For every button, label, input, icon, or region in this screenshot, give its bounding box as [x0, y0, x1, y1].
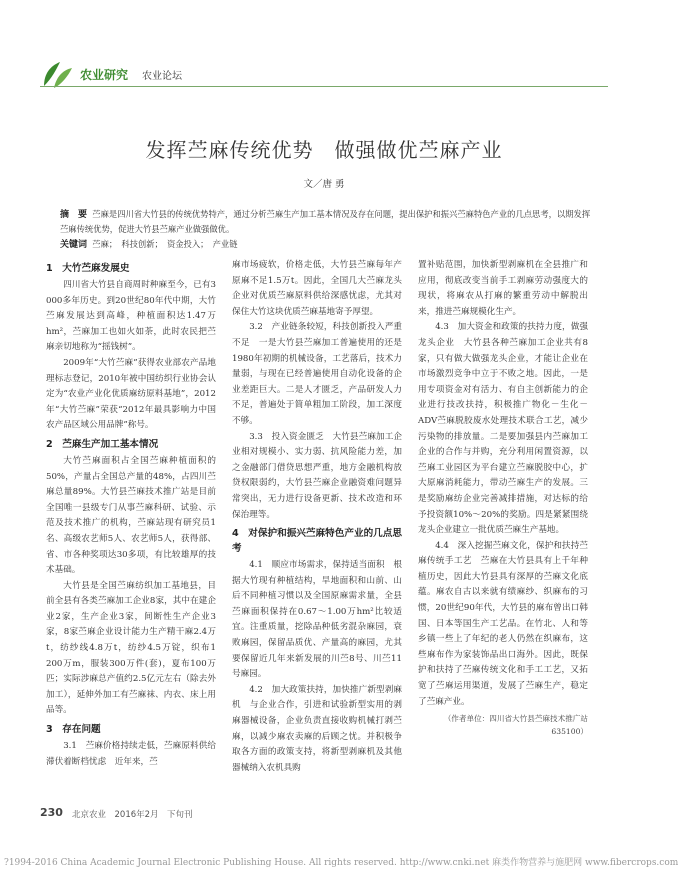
paragraph: 4.2 加大政策扶持，加快推广新型剥麻机 与企业合作，引进和试验新型实用的剥麻器械设备，企业负责直接收购机械打剥苎麻，以减少麻农卖麻的后顾之忧。并积极争取各方面的政策支持，将新型剥麻机及其他器械纳入农机具购 — [232, 684, 402, 773]
article-author: 文／唐 勇 — [303, 179, 345, 190]
text-column-1 — [46, 258, 216, 798]
keywords — [60, 237, 596, 250]
header-divider — [40, 86, 608, 87]
paragraph: 4.1 顺应市场需求，保持适当面积 根据大竹现有种植结构，旱地面积和山前、山后不同种植习惯以及全国原麻需求量，全县苎麻面积保持在0.67～1.00万hm²比较适宜。注重质量，挖除品种低劣混杂麻园，衰败麻园，保留品质优、产量高的麻园，尤其要保留近几年来新发展的川苎8号、川苎11号麻园。 — [232, 560, 402, 680]
section-heading: 4 对保护和振兴苎麻特色产业的几点思考 — [232, 528, 402, 555]
section-heading: 1 大竹苎麻发展史 — [46, 263, 130, 274]
section-tag: 农业论坛 — [142, 71, 182, 82]
paragraph: 4.3 加大资金和政策的扶持力度，做强龙头企业 大竹县各种苎麻加工企业共有8家，只有做大做强龙头企业，才能让企业在市场激烈竞争中立于不败之地。因此，一是用专项资金对有活力、有自主创新能力的企业进行技改扶持，积极推广物化－生化－ADV苎麻脱胶废水处理技术联合工艺，减少污染物的排放量。二是要加强县内苎麻加工企业的合作与并购，充分利用闲置资源，以苎麻工业园区为平台建立苎麻脱胶中心，扩大原麻消耗能力，带动苎麻生产的发展。三是奖励麻纺企业完善减排措施，对达标的给予投资额10%～20%的奖励。四是紧紧围绕龙头企业建立一批优质苎麻生产基地。 — [418, 322, 588, 536]
text-column-2 — [232, 258, 402, 798]
paragraph: 置补贴范围，加快新型剥麻机在全县推广和应用，彻底改变当前手工剥麻劳动强度大的现状，将麻农从打麻的繁重劳动中解脱出来，推进苎麻规模化生产。 — [418, 260, 588, 317]
copyright-watermark: ?1994-2016 China Academic Journal Electronic Publishing House. All rights reserved. http://www.cnki.net 麻类作物营养与施肥网 www.fibercrops.com — [4, 858, 678, 868]
abstract-text: 苎麻是四川省大竹县的传统优势特产，通过分析苎麻生产加工基本情况及存在问题，提出保护和振兴苎麻特色产业的几点思考，以期发挥苎麻传统优势，促进大竹县苎麻产业做强做优。 — [60, 209, 591, 234]
paragraph: 3.3 投入资金匮乏 大竹县苎麻加工企业相对规模小、实力弱、抗风险能力差，加之金融部门借贷思想严重，地方金融机构放贷权限弱约，大竹县苎麻企业融资难问题异常突出，无力进行设备更新、技术改造和环保治理等。 — [232, 431, 402, 520]
journal-info: 北京农业 2016年2月 下旬刊 — [72, 810, 193, 820]
paragraph: 大竹县是全国苎麻纺织加工基地县，目前全县有各类苎麻加工企业8家，其中在建企业2家，生产企业3家，间断性生产企业3家，8家苎麻企业设计能力生产精干麻2.4万t，纺纱线4.8万t，纺纱4.5万锭，织布1 200万m，服装300万件(套)，夏布100万匹；实际涉麻总产值约2.5亿元左右（除去外加工），延伸外加工有苎麻袜、内衣、床上用品等。 — [46, 580, 216, 716]
paragraph: 四川省大竹县自商周时种麻至今，已有3 000多年历史。到20世纪80年代中期，大竹苎麻发展达到高峰，种植面积达1.47万hm²，苎麻加工也如火如荼，此时农民把苎麻亲切地称为“摇钱树”。 — [46, 280, 216, 353]
paragraph: 大竹苎麻面积占全国苎麻种植面积的50%，产量占全国总产量的48%，占四川苎麻总量89%。大竹县苎麻技术推广站是目前全国唯一县级专门从事苎麻科研、试验、示范及技术推广的机构，苎麻站现有研究员1名、高级农艺师5人、农艺师5人，获得部、省、市各种奖项达30多项，有比较雄厚的技术基础。 — [46, 455, 216, 576]
keywords-label: 关键词 — [60, 240, 88, 250]
section-heading: 3 存在问题 — [46, 724, 101, 736]
page-number: 230 — [40, 806, 63, 819]
paragraph: 3.2 产业链条较短，科技创新投入严重不足 一是大竹县苎麻加工普遍使用的还是1980年初期的机械设备，工艺落后，技术力量弱，与现在已经普遍使用自动化设备的企业差距巨大。二是人才匮乏，产品研发人力不足，普遍处于简单粗加工阶段，加工深度不够。 — [232, 322, 402, 426]
text-column-3 — [418, 258, 596, 798]
abstract — [60, 207, 596, 236]
paragraph: 2009年“大竹苎麻”获得农业部农产品地理标志登记，2010年被中国纺织行业协会认定为“农业产业化优质麻纺原料基地”，2012年“大竹苎麻”荣获“2012年最具影响力中国农产品区域公用品牌”称号。 — [46, 357, 216, 431]
abstract-label: 摘 要 — [60, 210, 88, 220]
article-title: 发挥苎麻传统优势 做强做优苎麻产业 — [145, 138, 503, 162]
paragraph: 4.4 深入挖掘苎麻文化，保护和扶持苎麻传统手工艺 苎麻在大竹县具有上千年种植历史，因此大竹县具有深厚的苎麻文化底蕴。麻农自古以来就有绩麻纱、织麻布的习惯，20世纪90年代，大竹县的麻布曾出口韩国、日本等国生产工艺品。在竹北、人和等乡镇一些上了年纪的老人仍然在织麻布，这些麻布作为家装饰品出口海外。因此，既保护和扶持了苎麻传统文化和手工工艺，又拓宽了苎麻运用渠道，发展了苎麻生产，稳定了苎麻产业。 — [418, 540, 588, 707]
keywords-text: 苎麻； 科技创新； 资金投入； 产业链 — [92, 239, 238, 249]
paragraph: 麻市场疲软，价格走低，大竹县苎麻每年产原麻不足1.5万t。因此，全国几大苎麻龙头企业对优质苎麻原料供给深感忧虑，尤其对保住大竹这块优质苎麻基地寄予厚望。 — [232, 260, 402, 317]
section-heading: 2 苎麻生产加工基本情况 — [46, 438, 159, 450]
author-affiliation: （作者单位：四川省大竹县苎麻技术推广站 635100） — [443, 714, 596, 737]
journal-tag: 农业研究 — [80, 68, 129, 82]
paragraph: 3.1 苎麻价格持续走低，苎麻原料供给滞伏着断档忧虑 近年来，苎 — [46, 741, 216, 767]
